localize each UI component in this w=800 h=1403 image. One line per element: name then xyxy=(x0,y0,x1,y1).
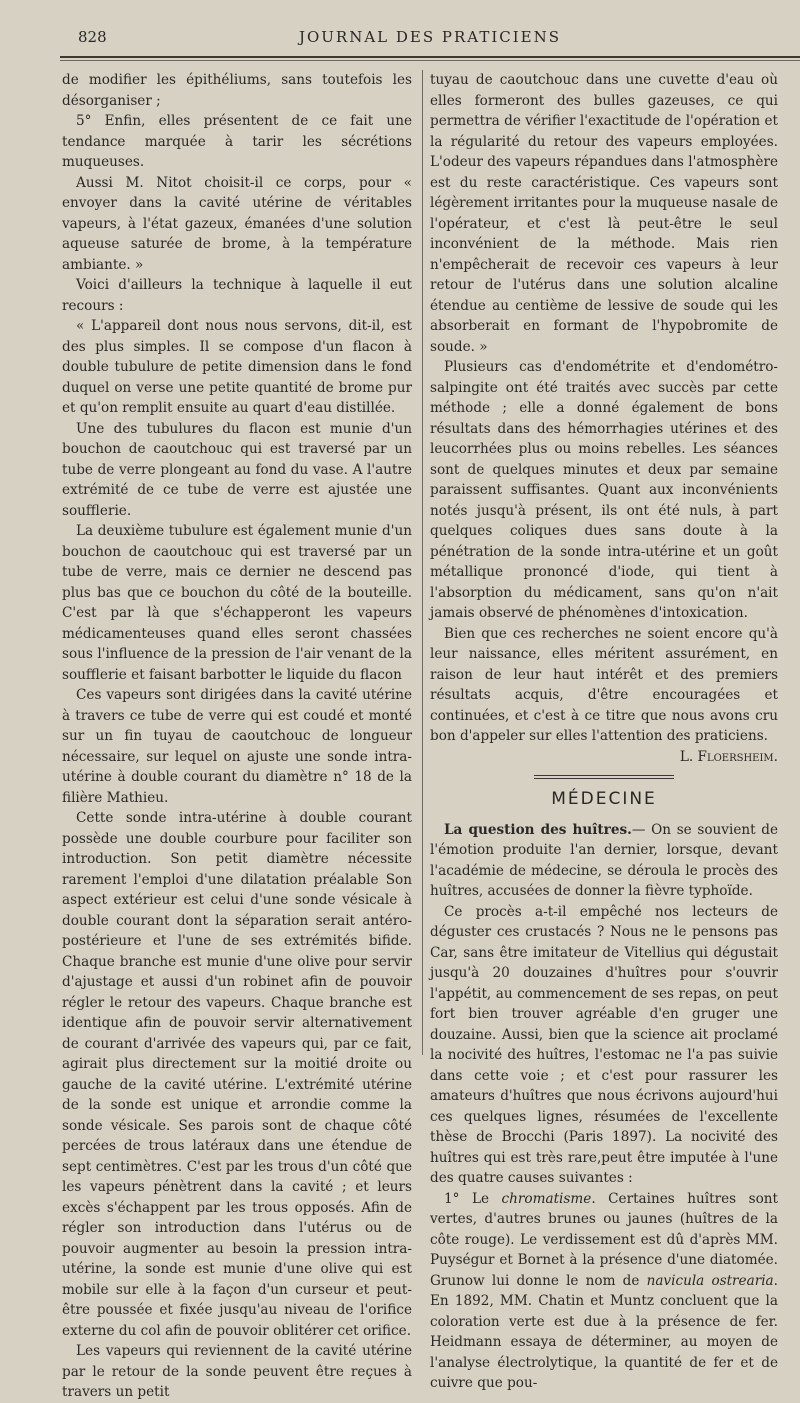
paragraph: Ces vapeurs sont dirigées dans la cavité utérine à travers ce tube de verre qui est coudé et monté sur un fin tuyau de caoutchouc de longueur nécessaire, sur lequel on ajuste une sonde intra-utérine à double courant du diamètre n° 18 de la filière Mathieu. xyxy=(62,687,412,806)
paragraph-text: . En 1892, MM. Chatin et Muntz concluent que la coloration verte est due à la présence de fer. Heidmann essaya de déterminer, au moyen de l'analyse électrolytique, la quantité de fer et de cuivre que pou- xyxy=(430,1272,778,1391)
paragraph: tuyau de caoutchouc dans une cuvette d'eau où elles formeront des bulles gazeuses, ce qui permettra de vérifier l'exactitude de l'opération et la régularité du retour des vapeurs employées. L'odeur des vapeurs répandues dans l'atmosphère est du reste caractéristique. Ces vapeurs sont légèrement irritantes pour la muqueuse nasale de l'opérateur, et c'est là peut-être le seul inconvénient de la méthode. Mais rien n'empêcherait de recevoir ces vapeurs à leur retour de l'utérus dans une solution alcaline étendue au centième de lessive de soude qui les absorberait en formant de l'hypobromite de soude. » xyxy=(430,72,778,355)
column-divider xyxy=(422,70,423,1055)
paragraph: Une des tubulures du flacon est munie d'un bouchon de caoutchouc qui est traversé par un tube de verre plongeant au fond du vase. A l'autre extrémité de ce tube de verre est ajustée une soufflerie. xyxy=(62,420,412,519)
paragraph xyxy=(430,820,778,902)
paragraph-text: 1° Le xyxy=(444,1190,502,1207)
paragraph: Voici d'ailleurs la technique à laquelle il eut recours : xyxy=(62,277,412,314)
paragraph-text: . Certaines huîtres sont vertes, d'autres brunes ou jaunes (huîtres de la côte rouge). Le verdissement est dû d'après MM. Puységur et Bornet à la présence d'une diatomée. Grunow lui donne le nom de xyxy=(430,1190,778,1289)
section-rule-thin xyxy=(534,778,674,779)
italic-term: navicula ostrearia xyxy=(646,1272,774,1289)
right-column xyxy=(430,70,778,1394)
paragraph: Bien que ces recherches ne soient encore qu'à leur naissance, elles méritent assurément, en raison de leur haut intérêt et des premiers résultats acquis, d'être encouragées et continuées, et c'est à ce titre que nous avons cru bon d'appeler sur elles l'attention des praticiens. xyxy=(430,625,778,744)
paragraph xyxy=(430,1189,778,1394)
page-number: 828 xyxy=(78,28,107,46)
running-title: JOURNAL DES PRATICIENS xyxy=(298,28,562,46)
paragraph: Les vapeurs qui reviennent de la cavité utérine par le retour de la sonde peuvent être reçues à travers un petit xyxy=(62,1343,412,1400)
paragraph-text: — On se souvient de l'émotion produite l'an dernier, lorsque, devant l'académie de médecine, se déroula le procès des huîtres, accusées de donner la fièvre typhoïde. xyxy=(430,821,778,899)
header-rule-thin xyxy=(60,60,800,61)
section-rule xyxy=(534,775,674,776)
paragraph: « L'appareil dont nous nous servons, dit-il, est des plus simples. Il se compose d'un flacon à double tubulure de petite dimension dans le fond duquel on verse une petite quantité de brome pur et qu'on remplit ensuite au quart d'eau distillée. xyxy=(62,318,412,416)
paragraph: La deuxième tubulure est également munie d'un bouchon de caoutchouc qui est traversé par un tube de verre, mais ce dernier ne descend pas plus bas que ce bouchon du côté de la bouteille. C'est par là que s'échapperont les vapeurs médicamenteuses quand elles seront chassées sous l'influence de la pression de l'air venant de la soufflerie et faisant barbotter le liquide du flacon xyxy=(62,523,412,683)
left-column xyxy=(62,70,412,1403)
header-rule xyxy=(60,56,800,58)
paragraph: Ce procès a-t-il empêché nos lecteurs de déguster ces crustacés ? Nous ne le pensons pas Car, sans être imitateur de Vitellius qui dégustait jusqu'à 20 douzaines d'huîtres pour s'ouvrir l'appétit, au commencement de ses repas, on peut fort bien trouver agréable d'en gruger une douzaine. Aussi, bien que la science ait proclamé la nocivité des huîtres, l'estomac ne l'a pas suivie dans cette voie ; et c'est pour rassurer les amateurs d'huîtres que nous écrivons aujourd'hui ces quelques lignes, résumées de l'excellente thèse de Brocchi (Paris 1897). La nocivité des huîtres qui est très rare,peut être imputée à l'une des quatre causes suivantes : xyxy=(430,903,778,1186)
page-header xyxy=(78,28,782,48)
paragraph: Cette sonde intra-utérine à double courant possède une double courbure pour faciliter son introduction. Son petit diamètre nécessite rarement l'emploi d'une dilatation préalable Son aspect extérieur est celui d'une sonde vésicale à double courant dont la séparation serait antéro-postérieure et l'une de ses extrémités bifide. Chaque branche est munie d'une olive pour servir d'ajustage et aussi d'un robinet afin de pouvoir régler le retour des vapeurs. Chaque branche est identique afin de pouvoir servir alternativement de courant d'arrivée des vapeurs qui, par ce fait, agirait plus directement sur la moitié droite ou gauche de la cavité utérine. L'extrémité utérine de la sonde est unique et arrondie comme la sonde vésicale. Ses parois sont de chaque côté percées de trous latéraux dans une étendue de sept centimètres. C'est par les trous d'un côté que les vapeurs pénètrent dans la cavité ; et leurs excès s'échappent par les trous opposés. Afin de régler son introduction dans l'utérus ou de pouvoir augmenter au besoin la pression intra-utérine, la sonde est munie d'une olive qui est mobile sur elle à la façon d'un curseur et peut-être poussée et fixée jusqu'au niveau de l'orifice externe du col afin de pouvoir oblitérer cet orifice. xyxy=(62,810,412,1339)
paragraph: de modifier les épithéliums, sans toutefois les désorganiser ; xyxy=(62,72,412,109)
paragraph: Plusieurs cas d'endométrite et d'endométro-salpingite ont été traités avec succès par cette méthode ; elle a donné également de bons résultats dans des hémorrhagies utérines et des leucorrhées plus ou moins rebelles. Les séances sont de quelques minutes et deux par semaine paraissent suffisantes. Quant aux inconvénients notés jusqu'à présent, ils ont été nuls, à part quelques coliques dues sans doute à la pénétration de la sonde intra-utérine et un goût métallique prononcé d'iode, qui tient à l'absorption du médicament, sans qu'on n'ait jamais observé de phénomènes d'intoxication. xyxy=(430,359,778,621)
author-signature: L. Floersheim. xyxy=(679,748,778,765)
section-title: MÉDECINE xyxy=(551,789,657,809)
paragraph: Aussi M. Nitot choisit-il ce corps, pour « envoyer dans la cavité utérine de véritables vapeurs, à l'état gazeux, émanées d'une solution aqueuse saturée de brome, à la température ambiante. » xyxy=(62,174,412,273)
paragraph: 5° Enfin, elles présentent de ce fait une tendance marquée à tarir les sécrétions muqueuses. xyxy=(62,113,412,170)
italic-term: chromatisme xyxy=(501,1190,592,1207)
article-runin-title: La question des huîtres. xyxy=(444,821,632,838)
